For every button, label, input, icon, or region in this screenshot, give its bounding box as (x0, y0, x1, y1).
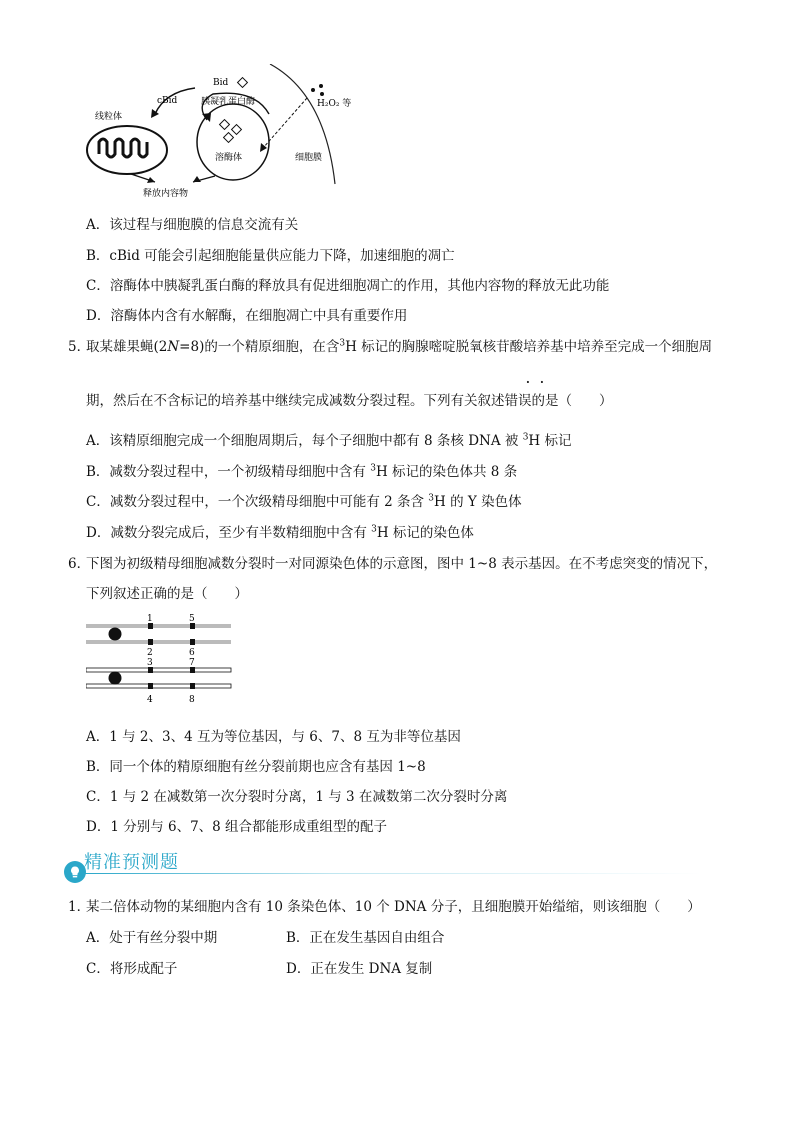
centromere (109, 628, 122, 641)
p1-option-c[interactable]: C．将形成配子 (86, 961, 178, 977)
gene-label-5: 5 (189, 614, 195, 624)
q5-b-text: B．减数分裂过程中，一个初级精母细胞中含有 (86, 464, 371, 480)
q6-option-c[interactable]: C．1 与 2 在减数第一次分裂时分离，1 与 3 在减数第二次分裂时分离 (86, 789, 508, 805)
q5-option-b[interactable] (86, 463, 517, 481)
lightbulb-icon (64, 861, 86, 883)
q5-stem-n: N (167, 339, 180, 355)
p1-option-b[interactable]: B．正在发生基因自由组合 (286, 930, 445, 946)
section-title: 精准预测题 (84, 852, 179, 873)
q5-option-a[interactable] (86, 432, 572, 450)
chromosome-diagram (86, 612, 236, 708)
label-mitochondrion: 线粒体 (95, 112, 123, 122)
q5-a-sup: 3 (522, 432, 529, 443)
q5-c-sup: 3 (428, 493, 435, 504)
label-release: 释放内容物 (143, 189, 189, 199)
label-cbid: cBid (157, 96, 178, 106)
q5-option-d[interactable] (86, 524, 474, 542)
q5-d-text2: H 标记的染色体 (376, 525, 474, 541)
q5-d-sup: 3 (371, 524, 377, 535)
gene-label-4: 4 (147, 695, 153, 705)
gene-label-8: 8 (189, 695, 195, 705)
emphasis-dot: · (540, 376, 544, 389)
q5-number: 5． (68, 339, 91, 355)
q5-stem-part2: =8)的一个精原细胞，在含 (179, 339, 340, 355)
section-divider (82, 873, 702, 874)
apoptosis-diagram (85, 64, 375, 200)
q5-stem-line1 (86, 338, 712, 356)
q6-option-b[interactable]: B．同一个体的精原细胞有丝分裂前期也应含有基因 1~8 (86, 759, 426, 775)
p1-option-d[interactable]: D．正在发生 DNA 复制 (286, 961, 433, 977)
p1-stem: 某二倍体动物的某细胞内含有 10 条染色体、10 个 DNA 分子，且细胞膜开始缢缩，则该细胞（ ） (86, 899, 701, 915)
q4-option-a[interactable]: A．该过程与细胞膜的信息交流有关 (86, 217, 299, 233)
gene-label-1: 1 (147, 614, 153, 624)
label-h2o2: H₂O₂ 等 (317, 99, 352, 109)
q6-option-a[interactable]: A．1 与 2、3、4 互为等位基因，与 6、7、8 互为非等位基因 (86, 729, 461, 745)
q6-stem-line2: 下列叙述正确的是（ ） (86, 586, 248, 602)
q5-stem-part3: H 标记的胸腺嘧啶脱氧核苷酸培养基中培养至完成一个细胞周 (345, 339, 713, 355)
q4-option-d[interactable]: D．溶酶体内含有水解酶，在细胞凋亡中具有重要作用 (86, 308, 408, 324)
emphasis-dot: · (526, 376, 530, 389)
label-lysosome: 溶酶体 (215, 153, 243, 163)
q5-d-text: D．减数分裂完成后，至少有半数精细胞中含有 (86, 525, 372, 541)
centromere (109, 672, 122, 685)
gene-label-7: 7 (189, 658, 195, 668)
gene-label-2: 2 (147, 648, 153, 658)
p1-number: 1． (68, 899, 91, 915)
q5-a-text: A．该精原细胞完成一个细胞周期后，每个子细胞中都有 8 条核 DNA 被 (86, 433, 523, 449)
q5-stem-sup: 3 (339, 338, 346, 349)
label-membrane: 细胞膜 (295, 153, 323, 163)
q5-b-text2: H 标记的染色体共 8 条 (375, 464, 518, 480)
q6-number: 6． (68, 556, 91, 572)
q4-option-c[interactable]: C．溶酶体中胰凝乳蛋白酶的释放具有促进细胞凋亡的作用，其他内容物的释放无此功能 (86, 278, 610, 294)
label-enzyme: 胰凝乳蛋白酶 (201, 97, 256, 107)
p1-option-a[interactable]: A．处于有丝分裂中期 (86, 930, 218, 946)
q6-option-d[interactable]: D．1 分别与 6、7、8 组合都能形成重组型的配子 (86, 819, 388, 835)
gene-label-6: 6 (189, 648, 195, 658)
q5-stem-part1: 取某雄果蝇(2 (86, 339, 168, 355)
q4-option-b[interactable]: B．cBid 可能会引起细胞能量供应能力下降，加速细胞的凋亡 (86, 248, 455, 264)
q6-stem-line1: 下图为初级精母细胞减数分裂时一对同源染色体的示意图，图中 1~8 表示基因。在不考虑突变的情况下， (86, 556, 718, 572)
q5-option-c[interactable] (86, 493, 522, 511)
q5-c-text2: H 的 Y 染色体 (434, 494, 522, 510)
q5-c-text: C．减数分裂过程中，一个次级精母细胞中可能有 2 条含 (86, 494, 429, 510)
q5-a-text2: H 标记 (528, 433, 572, 449)
q5-stem-line2: 期，然后在不含标记的培养基中继续完成减数分裂过程。下列有关叙述错误的是（ ） (86, 393, 613, 409)
label-bid: Bid (213, 78, 229, 88)
mitochondrion-cristae (99, 139, 147, 157)
q5-b-sup: 3 (370, 463, 376, 474)
gene-label-3: 3 (147, 658, 153, 668)
